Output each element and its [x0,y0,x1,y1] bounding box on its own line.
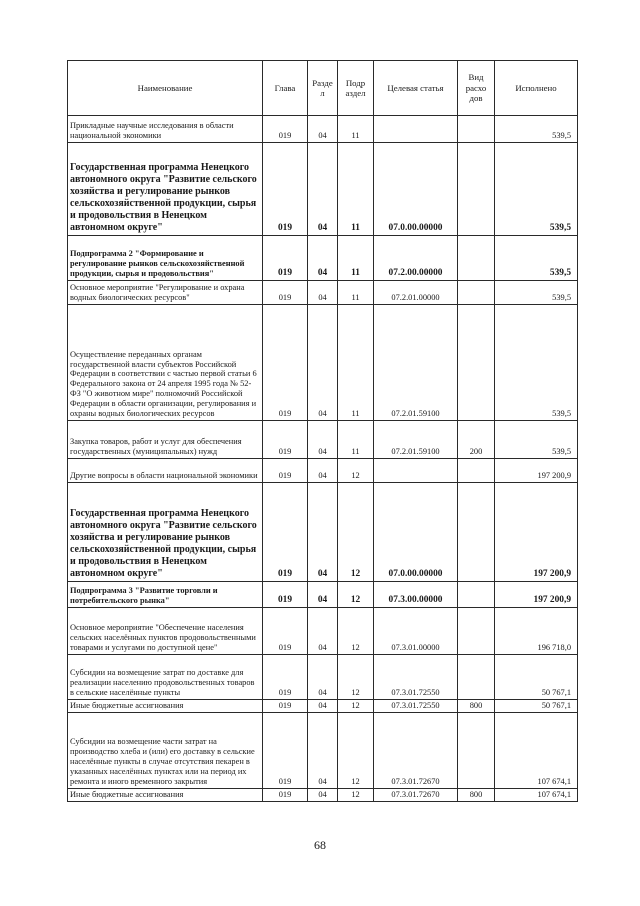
row-podrazdel: 12 [338,483,374,582]
header-expense-type: Вид расхо дов [458,61,495,116]
row-name: Основное мероприятие "Регулирование и охрана водных биологических ресурсов" [68,281,263,305]
row-podrazdel: 11 [338,281,374,305]
table-row [68,700,578,713]
row-razdel: 04 [308,305,338,421]
table-body [68,116,578,802]
row-razdel: 04 [308,236,338,281]
row-expense-type [458,582,495,608]
row-executed: 197 200,9 [495,459,578,483]
header-target-article: Целевая статья [374,61,458,116]
row-expense-type [458,459,495,483]
row-podrazdel: 11 [338,116,374,143]
row-podrazdel: 12 [338,789,374,802]
row-executed: 539,5 [495,116,578,143]
row-target-article: 07.3.01.72550 [374,655,458,700]
table-row [68,459,578,483]
table-row [68,608,578,655]
table-row [68,236,578,281]
row-target-article: 07.2.01.59100 [374,421,458,459]
row-executed: 539,5 [495,305,578,421]
row-razdel: 04 [308,459,338,483]
row-glava: 019 [263,713,308,789]
row-executed: 50 767,1 [495,655,578,700]
page-number: 68 [314,838,326,852]
row-target-article: 07.0.00.00000 [374,143,458,236]
row-target-article: 07.3.00.00000 [374,582,458,608]
row-podrazdel: 12 [338,582,374,608]
header-razdel: Разде л [308,61,338,116]
row-razdel: 04 [308,116,338,143]
row-name: Субсидии на возмещение части затрат на производство хлеба и (или) его доставку в сельские населённые пункты в случае отсутствия пекарен в указанных населённых пунктах или на период их ремонта и иного временного закрытия [68,713,263,789]
row-razdel: 04 [308,655,338,700]
table-row [68,483,578,582]
row-expense-type: 200 [458,421,495,459]
row-glava: 019 [263,236,308,281]
row-name: Иные бюджетные ассигнования [68,700,263,713]
row-expense-type [458,281,495,305]
row-name: Подпрограмма 3 "Развитие торговли и потребительского рынка" [68,582,263,608]
row-glava: 019 [263,421,308,459]
row-executed: 107 674,1 [495,789,578,802]
row-executed: 539,5 [495,143,578,236]
row-expense-type: 800 [458,700,495,713]
table-row [68,582,578,608]
row-expense-type [458,116,495,143]
row-glava: 019 [263,305,308,421]
row-podrazdel: 12 [338,608,374,655]
row-expense-type [458,608,495,655]
row-razdel: 04 [308,700,338,713]
row-target-article: 07.2.01.00000 [374,281,458,305]
row-glava: 019 [263,116,308,143]
row-podrazdel: 12 [338,459,374,483]
row-executed: 539,5 [495,236,578,281]
row-target-article: 07.0.00.00000 [374,483,458,582]
row-podrazdel: 11 [338,421,374,459]
row-razdel: 04 [308,281,338,305]
row-expense-type [458,655,495,700]
row-name: Основное мероприятие "Обеспечение населения сельских населённых пунктов продовольственными товарами и услугами по доступной цене" [68,608,263,655]
row-target-article: 07.3.01.72670 [374,789,458,802]
row-podrazdel: 12 [338,700,374,713]
table-row [68,789,578,802]
table-row [68,713,578,789]
row-name: Государственная программа Ненецкого автономного округа "Развитие сельского хозяйства и регулирование рынков сельскохозяйственной продукции, сырья и продовольствия в Ненецком автономном округе" [68,143,263,236]
table-row [68,305,578,421]
row-target-article: 07.3.01.72670 [374,713,458,789]
row-target-article [374,459,458,483]
row-glava: 019 [263,789,308,802]
row-glava: 019 [263,143,308,236]
row-target-article [374,116,458,143]
row-executed: 197 200,9 [495,582,578,608]
row-name: Государственная программа Ненецкого автономного округа "Развитие сельского хозяйства и регулирование рынков сельскохозяйственной продукции, сырья и продовольствия в Ненецком автономном округе" [68,483,263,582]
row-expense-type: 800 [458,789,495,802]
row-name: Закупка товаров, работ и услуг для обеспечения государственных (муниципальных) нужд [68,421,263,459]
header-name: Наименование [68,61,263,116]
table-row [68,281,578,305]
row-target-article: 07.3.01.72550 [374,700,458,713]
row-target-article: 07.2.00.00000 [374,236,458,281]
row-name: Субсидии на возмещение затрат по доставке для реализации населению продовольственных товаров в сельские населённые пункты [68,655,263,700]
header-podrazdel: Подр аздел [338,61,374,116]
row-razdel: 04 [308,582,338,608]
row-expense-type [458,483,495,582]
row-executed: 539,5 [495,421,578,459]
row-executed: 107 674,1 [495,713,578,789]
row-expense-type [458,305,495,421]
row-glava: 019 [263,281,308,305]
row-expense-type [458,143,495,236]
row-razdel: 04 [308,143,338,236]
row-name: Иные бюджетные ассигнования [68,789,263,802]
row-razdel: 04 [308,421,338,459]
row-name: Прикладные научные исследования в области национальной экономики [68,116,263,143]
row-executed: 196 718,0 [495,608,578,655]
row-expense-type [458,713,495,789]
row-name: Другие вопросы в области национальной экономики [68,459,263,483]
row-glava: 019 [263,459,308,483]
row-podrazdel: 12 [338,655,374,700]
header-executed: Исполнено [495,61,578,116]
budget-table [67,60,578,802]
row-expense-type [458,236,495,281]
row-podrazdel: 11 [338,143,374,236]
row-executed: 539,5 [495,281,578,305]
header-glava: Глава [263,61,308,116]
row-glava: 019 [263,582,308,608]
row-target-article: 07.3.01.00000 [374,608,458,655]
row-name: Подпрограмма 2 "Формирование и регулирование рынков сельскохозяйственной продукции, сырья и продовольствия" [68,236,263,281]
row-glava: 019 [263,655,308,700]
row-razdel: 04 [308,713,338,789]
row-glava: 019 [263,608,308,655]
row-executed: 197 200,9 [495,483,578,582]
row-glava: 019 [263,700,308,713]
row-glava: 019 [263,483,308,582]
table-header-row [68,61,578,116]
row-executed: 50 767,1 [495,700,578,713]
row-razdel: 04 [308,483,338,582]
row-podrazdel: 11 [338,236,374,281]
row-podrazdel: 12 [338,713,374,789]
table-row [68,116,578,143]
table-row [68,421,578,459]
row-podrazdel: 11 [338,305,374,421]
row-name: Осуществление переданных органам государственной власти субъектов Российской Федерации в соответствии с частью первой статьи 6 Федерального закона от 24 апреля 1995 года № 52-ФЗ "О животном мире" полномочий Российской Федерации в области организации, регулирования и охраны водных биологических ресурсов [68,305,263,421]
row-razdel: 04 [308,608,338,655]
table-row [68,143,578,236]
table-row [68,655,578,700]
row-target-article: 07.2.01.59100 [374,305,458,421]
row-razdel: 04 [308,789,338,802]
